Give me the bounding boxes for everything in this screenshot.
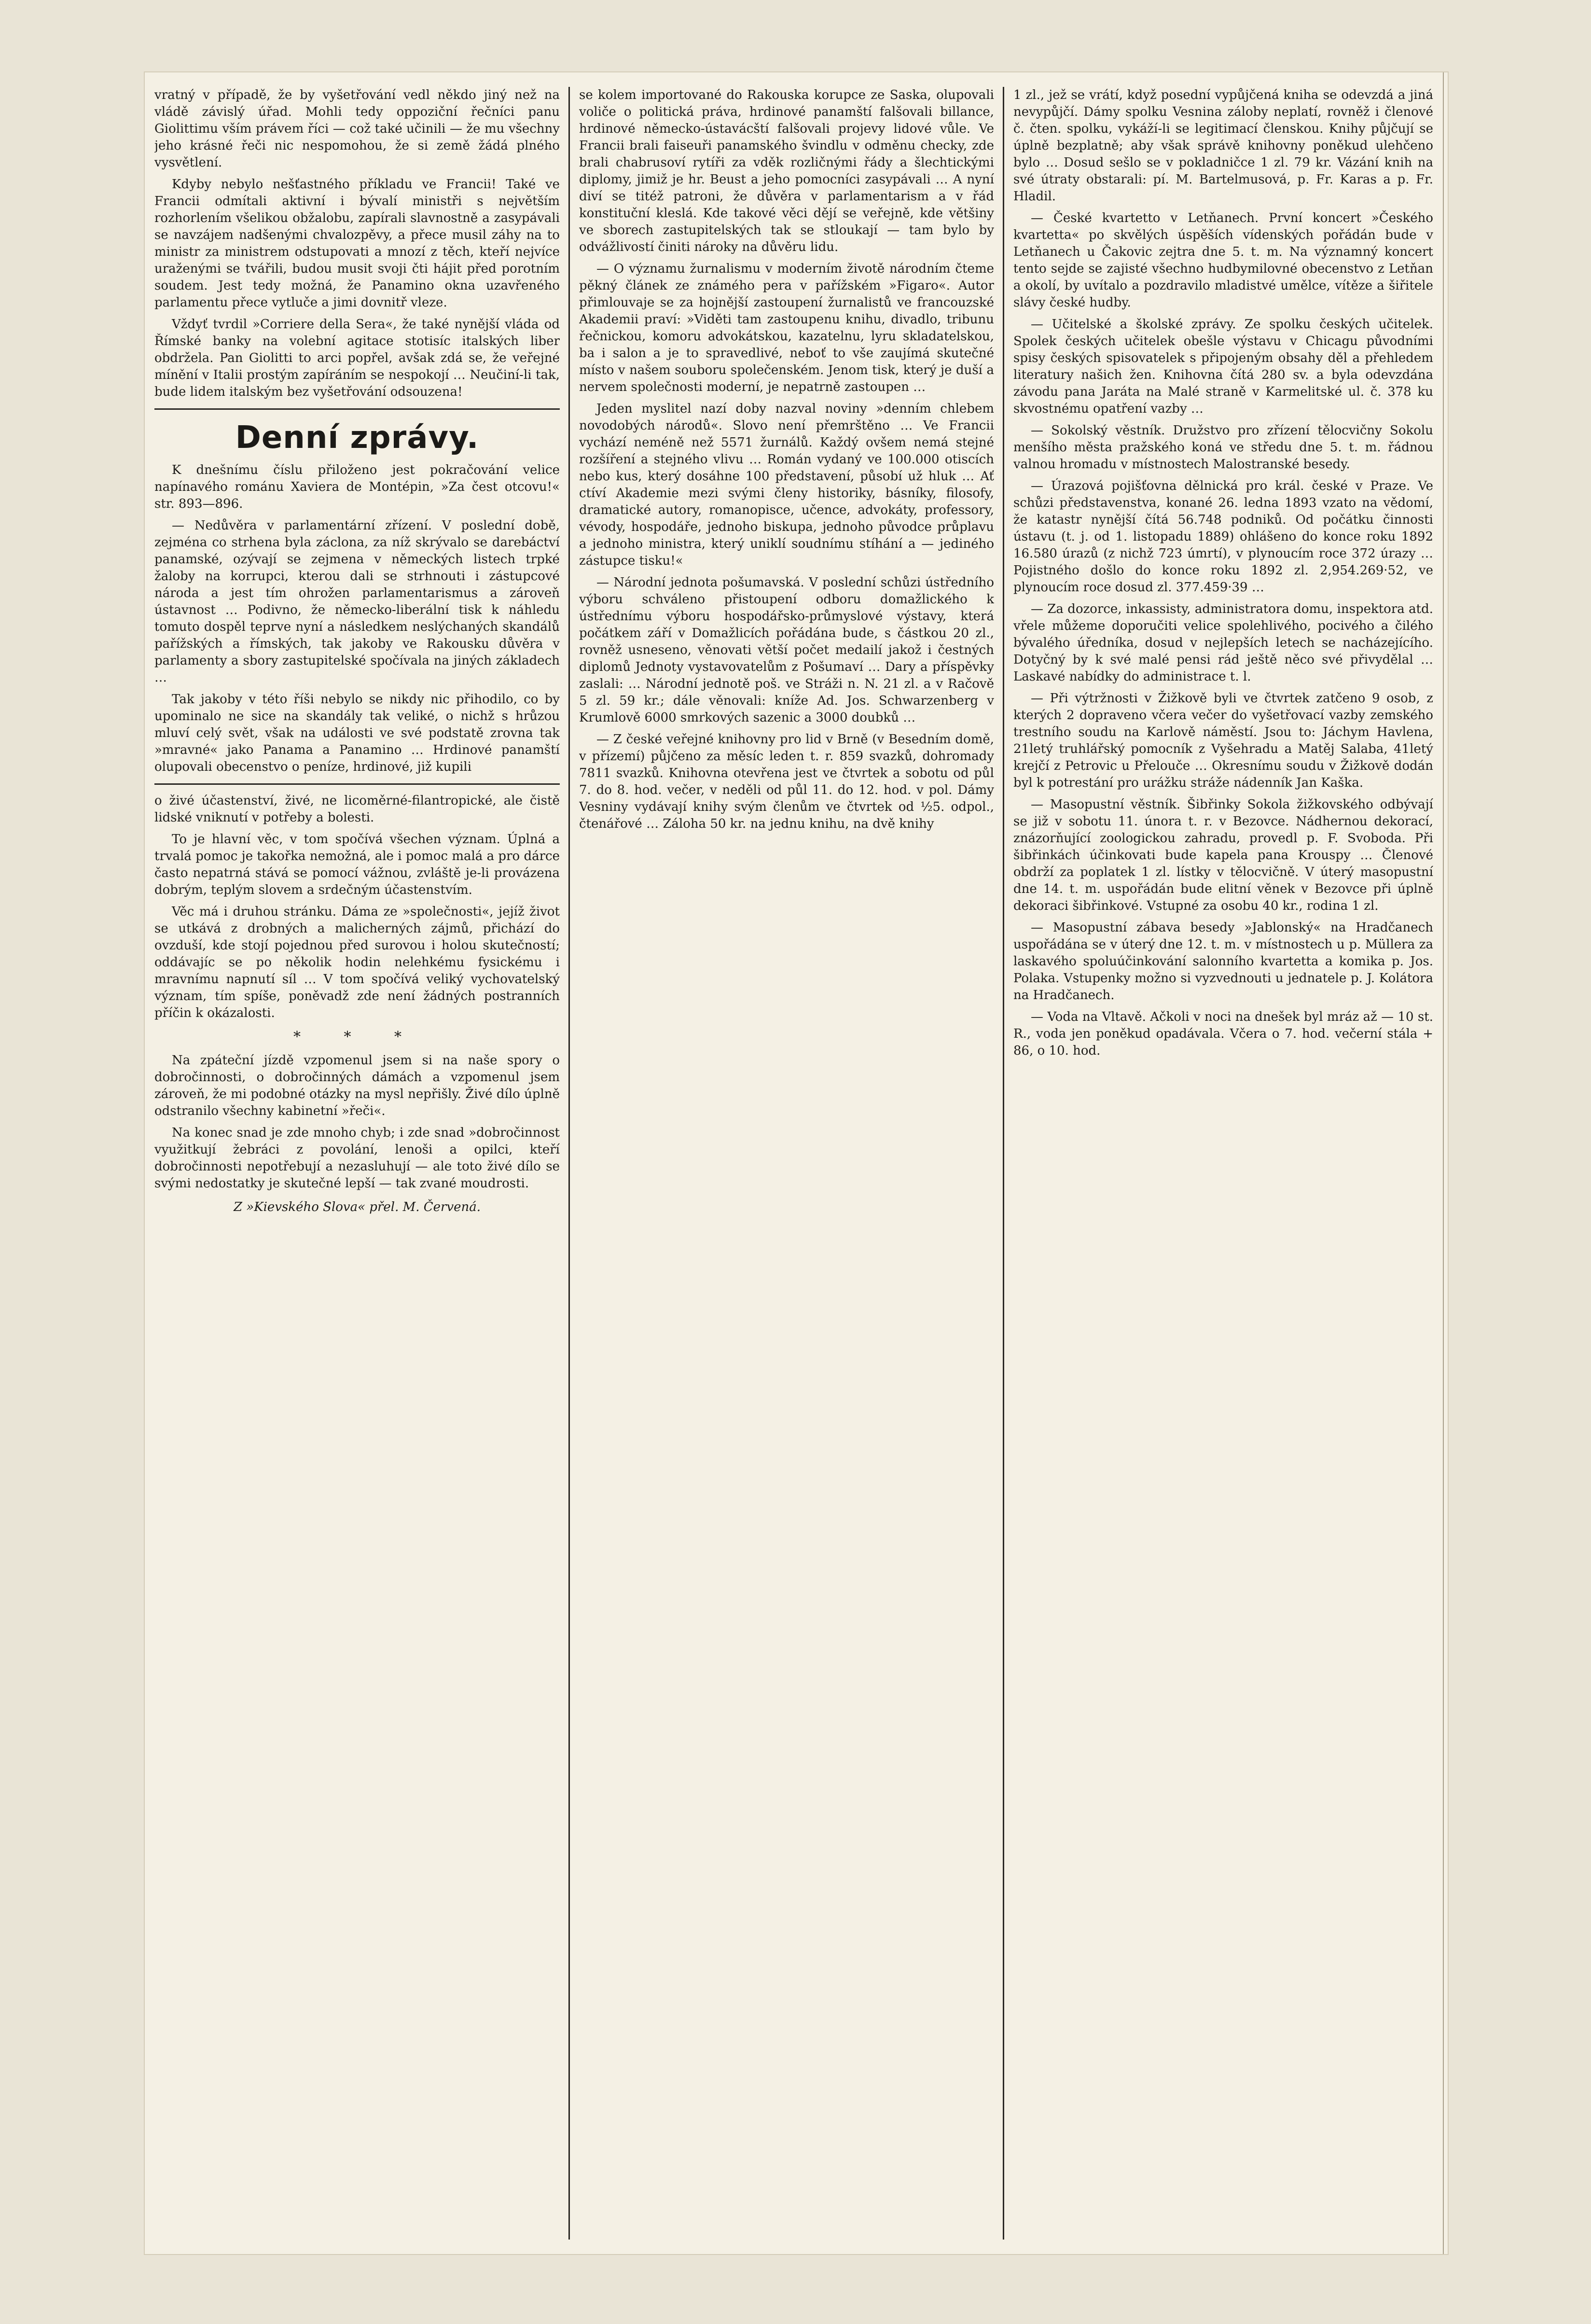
article-paragraph: Kdyby nebylo nešťastného příkladu ve Francii! Také ve Francii odmítali aktivní i bývalí ministři s největším rozhorlením všelikou obžalobu, zapírali slavnostně a zasypávali se navzájem nadšenými chvalozpěvy, a přece musil záhy na to ministr za ministrem odstupovati a mnozí z těch, kteří nejvíce uraženými se tvářili, budou musit svoji čti hájit před porotním soudem. Jest tedy možná, že Panamino okna uzavřeného parlamentu přece vytluče a jimi dovnitř vleze. xyxy=(154,177,560,310)
section-rule xyxy=(154,783,560,785)
news-item: — Učitelské a školské zprávy. Ze spolku českých učitelek. Spolek českých učitelek obešle výstavu v Chicagu původními spisy českých spisovatelek s připojeným obsahy děl a přehledem literatury našich žen. Knihovna čítá 280 sv. a byla odevzdána závodu pana Jaráta na Malé straně v Karmelitské ul. č. 378 ku skvostnému opatření vazby … xyxy=(1013,317,1433,416)
feuilleton-paragraph: Na konec snad je zde mnoho chyb; i zde snad »dobročinnost využitkují žebráci z povolání, lenoši a opilci, kteří dobročinnosti nepotřebují a nezasluhují — ale toto živé dílo se svými nedostatky je skutečné lepší — tak zvané moudrosti. xyxy=(154,1126,560,1191)
news-item: 1 zl., jež se vrátí, když posední vypůjčená kniha se odevzdá a jiná nevypůjčí. Dámy spolku Vesnina záloby neplatí, rovněž i členové č. čten. spolku, vykáží-li se legitimací členskou. Knihy půjčují se úplně bezplatně; aby však správě knihovny poněkud ulehčeno bylo … Dosud sešlo se v pokladničce 1 zl. 79 kr. Vázání knih na své útraty obstarali: pí. M. Bartelmusová, p. Fr. Karas a p. Fr. Hladil. xyxy=(1013,88,1433,204)
news-item: — O významu žurnalismu v moderním životě národním čteme pěkný článek ze známého pera v pařížském »Figaro«. Autor přimlouvaje se za hojnější zastoupení žurnalistů ve francouzské Akademii praví: »Viděti tam zastoupenu knihu, divadlo, tribunu řečnickou, komoru advokátskou, kazatelnu, lyru skladatelskou, ba i salon a je to spravedlivé, neboť to vše zaujímá skutečné místo v našem souboru společenském. Jenom tisk, který je duší a nervem společnosti moderní, je nepatrně zastoupen … xyxy=(579,262,994,394)
news-item: — Masopustní věstník. Šibřinky Sokola žižkovského odbývají se již v sobotu 11. února t. r. v Bezovce. Nádhernou dekorací, znázorňující zoologickou zahradu, provedl p. F. Svoboda. Při šibřinkách účinkovati bude kapela pana Krouspy … Členové obdrží za poplatek 1 zl. lístky v tělocvičně. V úterý masopustní dne 14. t. m. uspořádán bude elitní věnek v Bezovce při úplně dekoraci šibřinkové. Vstupné za osobu 40 kr., rodina 1 zl. xyxy=(1013,797,1433,913)
news-item: Tak jakoby v této říši nebylo se nikdy nic přihodilo, co by upominalo ne sice na skandály tak veliké, o nichž s hrůzou mluví celý svět, však na události ve své podstatě zrovna tak »mravné« jako Panama a Panamino … Hrdinové panamští olupovali obecenstvo o peníze, hrdinové, již kupili xyxy=(154,692,560,774)
section-heading: Denní zprávy. xyxy=(235,420,479,456)
section-rule xyxy=(154,408,560,410)
news-item: K dnešnímu číslu přiloženo jest pokračování velice napínavého románu Xaviera de Montépin, »Za čest otcovu!« str. 893—896. xyxy=(154,463,560,511)
news-item: se kolem importované do Rakouska korupce ze Saska, olupovali voliče o politická práva, hrdinové panamští falšovali billance, hrdinové německo-ústavácští falšovali projevy lidové vůle. Ve Francii brali faiseuři panamského švindlu v odměnu checky, zde brali chabrusoví rytíři za vděk rozličnými řády a šlechtickými diplomy, jimiž je hr. Beust a jeho pomocníci zasypávali … A nyní diví se titéž patroni, že důvěra v parlamentarism a v řád konstituční kleslá. Kde takové věci dějí se veřejně, kde většiny ve sborech zastupitelských tak se stloukají — tam bylo by odvážlivostí činiti nároky na důvěru lidu. xyxy=(579,88,994,254)
news-item: — České kvartetto v Letňanech. První koncert »Českého kvartetta« po skvělých úspěších vídenských pořádán bude v Letňanech u Čakovic zejtra dne 5. t. m. Na významný koncert tento sejde se zajisté všechno hudbymilovné obecenstvo z Letňan a okolí, by uvítalo a pozdravilo mladistvé umělce, vítěze a šiřitele slávy české hudby. xyxy=(1013,211,1433,310)
feuilleton-paragraph: Věc má i druhou stránku. Dáma ze »společnosti«, jejíž život se utkává z drobných a malicherných zájmů, přichází do ovzduší, kde stojí pojednou před surovou i holou skutečností; oddávajíc se po několik hodin nelehkému fysickému i mravnímu napnutí síl … V tom spočívá veliký vychovatelský význam, tím spíše, poněvadž zde není žádných postranních příčin k okázalosti. xyxy=(154,905,560,1020)
news-item: — Národní jednota pošumavská. V poslední schůzi ústředního výboru schváleno přistoupení odboru domažlického k ústřednímu výboru hospodářsko-průmyslové výstavy, která počátkem září v Domažlicích pořádána bude, s částkou 20 zl., rovněž usneseno, věnovati větší počet medailí jakož i čestných diplomů Jednoty vystavovatelům z Pošumaví … Dary a příspěvky zaslali: … Národní jednotě poš. ve Stráži n. N. 21 zl. a v Račově 5 zl. 59 kr.; dále věnovali: kníže Ad. Jos. Schwarzenberg v Krumlově 6000 smrkových sazenic a 3000 doubků … xyxy=(579,575,994,725)
feuilleton-paragraph: To je hlavní věc, v tom spočívá všechen význam. Úplná a trvalá pomoc je takořka nemožná, ale i pomoc malá a pro dárce často nepatrná stává se pomocí vážnou, zvláště je-li provázena dobrým, teplým slovem a srdečným účastenstvím. xyxy=(154,832,560,897)
news-item: — Nedůvěra v parlamentární zřízení. V poslední době, zejména co strhena byla záclona, za níž skrývalo se darebáctví panamské, ozývají se zejmena v německých listech trpké žaloby na korrupci, kterou dali se strhnouti i zástupcové národa a jest tím ohrožen parlamentarismus a zároveň ústavnost … Podivno, že německo-liberální tisk k náhledu tomuto dospěl teprve nyní a následkem neslýchaných skandálů pařížských a římských, tak jakoby ve Rakousku důvěra v parlamenty a sbory zastupitelské spočívala na jiných základech … xyxy=(154,518,560,685)
column-2 xyxy=(579,87,994,2240)
news-item: — Úrazová pojišťovna dělnická pro král. české v Praze. Ve schůzi představenstva, konané 26. ledna 1893 vzato na vědomí, že katastr nynější čítá 56.748 podniků. Od počátku činnosti ústavu (t. j. od 1. listopadu 1889) ohlášeno do konce roku 1892 16.580 úrazů (z nichž 723 úmrtí), v plynoucím roce 372 úrazy … Pojistného došlo do konce roku 1892 zl. 2,954.269·52, ve plynoucím roce dosud zl. 377.459·39 … xyxy=(1013,479,1433,595)
feuilleton-paragraph: o živé účastenství, živé, ne licoměrné-filantropické, ale čistě lidské vniknutí v potřeby a bolesti. xyxy=(154,793,560,825)
news-item: — Z české veřejné knihovny pro lid v Brně (v Besedním domě, v přízemí) půjčeno za měsíc leden t. r. 859 svazků, dohromady 7811 svazků. Knihovna otevřena jest ve čtvrtek a sobotu od půl 7. do 8. hod. večer, v neděli od půl 11. do 12. hod. v pol. Dámy Vesniny vydávají knihy svým členům ve čtvrtek od ½5. odpol., čtenářové … Záloha 50 kr. na jednu knihu, na dvě knihy xyxy=(579,732,994,831)
news-item: — Sokolský věstník. Družstvo pro zřízení tělocvičny Sokolu menšího města pražského koná ve středu dne 5. t. m. řádnou valnou hromadu v místnostech Malostranské besedy. xyxy=(1013,423,1433,472)
article-paragraph: vratný v případě, že by vyšetřování vedl někdo jiný než na vládě závislý úřad. Mohli tedy oppoziční řečníci panu Giolittimu vším právem říci — což také učinili — že mu všechny jeho krásné řeči nic nespomohou, že si země žádá plného vysvětlení. xyxy=(154,88,560,170)
news-item: — Při výtržnosti v Žižkově byli ve čtvrtek zatčeno 9 osob, z kterých 2 dopraveno včera večer do vyšetřovací vazby zemského trestního soudu na Karlově náměstí. Jsou to: Jáchym Havlena, 21letý truhlářský pomocník z Vyšehradu a Matěj Salaba, 41letý krejčí z Petrovic u Přelouče … Okresnímu soudu v Žižkově dodán byl k potrestání pro urážku stráže nádenník Jan Kaška. xyxy=(1013,691,1433,790)
column-3 xyxy=(1013,87,1433,2240)
feuilleton-paragraph: Na zpáteční jízdě vzpomenul jsem si na naše spory o dobročinnosti, o dobročinných dámách a vzpomenul jsem zároveň, že mi podobné otázky na mysl nepřišly. Živé dílo úplně odstranilo všechny kabinetní »řeči«. xyxy=(154,1053,560,1118)
section-stars: * * * xyxy=(293,1029,421,1045)
news-item: — Za dozorce, inkassisty, administratora domu, inspektora atd. vřele můžeme doporučiti velice spolehlivého, pocivého a čilého bývalého úředníka, dosud v nejlepších letech se nacházejícího. Dotyčný by k své malé pensi rád ještě něco své přivydělal … Laskavé nabídky do administrace t. l. xyxy=(1013,602,1433,684)
newspaper-page xyxy=(145,72,1448,2254)
article-paragraph: Vždyť tvrdil »Corriere della Sera«, že také nynější vláda od Římské banky na volební agitace stotisíc italských liber obdržela. Pan Giolitti to arci popřel, avšak zdá se, že veřejné mínění v Italii prostým zapíráním se nespokojí … Neučiní-li tak, bude lidem italským bez vyšetřování odsouzena! xyxy=(154,317,560,399)
column-divider xyxy=(1003,87,1004,2240)
page-edge xyxy=(1443,72,1444,2254)
news-item: — Masopustní zábava besedy »Jablonský« na Hradčanech uspořádána se v úterý dne 12. t. m. v místnostech u p. Müllera za laskavého spoluúčinkování salonního kvartetta a komika p. Jos. Polaka. Vstupenky možno si vyzvednouti u jednatele p. J. Kolátora na Hradčanech. xyxy=(1013,920,1433,1002)
translator-signature: Z »Kievského Slova« přel. M. Červená. xyxy=(233,1200,481,1214)
column-1 xyxy=(154,87,560,2240)
column-divider xyxy=(568,87,570,2240)
news-item: — Voda na Vltavě. Ačkoli v noci na dnešek byl mráz až — 10 st. R., voda jen poněkud opadávala. Včera o 7. hod. večerní stála + 86, o 10. hod. xyxy=(1013,1010,1433,1058)
news-item: Jeden myslitel nazí doby nazval noviny »denním chlebem novodobých národů«. Slovo není přemrštěno … Ve Francii vychází neméně než 5571 žurnálů. Každý ovšem nemá stejné rozšíření a stejného vlivu … Román vydaný ve 100.000 otiscích nebo kus, který dosáhne 100 představení, působí už hluk … Ať ctíví Akademie mezi svými členy historiky, básníky, filosofy, dramatické autory, romanopisce, učence, advokáty, professory, vévody, hospodáře, jednoho biskupa, jednoho původce průplavu a jednoho ministra, který uniklí soudnímu stíhání a — jediného zástupce tisku!« xyxy=(579,402,994,568)
